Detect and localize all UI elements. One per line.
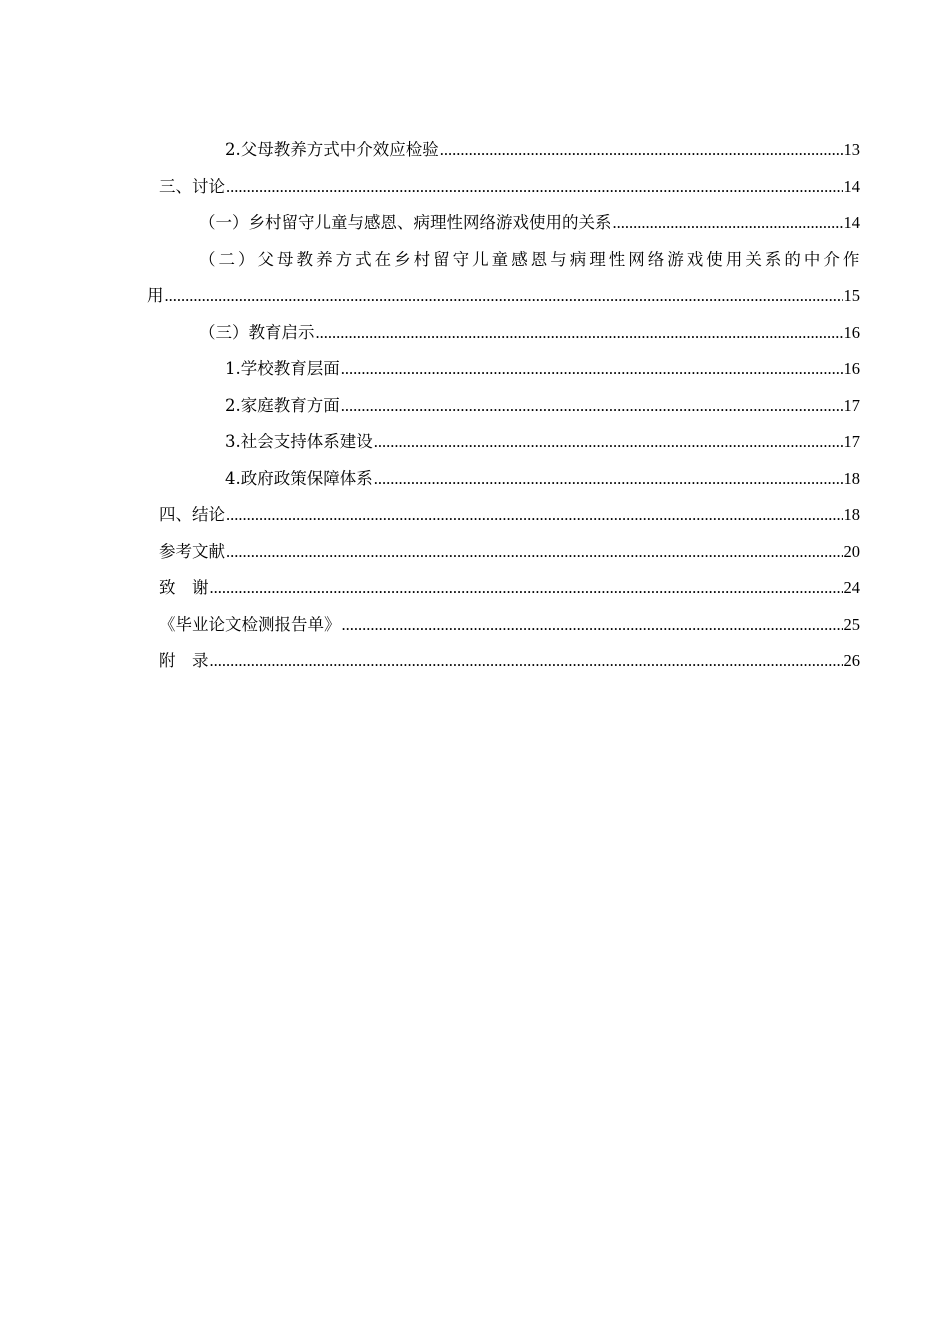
toc-page-number: 18: [843, 468, 860, 488]
toc-entry-title: 3.社会支持体系建设: [225, 432, 373, 451]
toc-leader-dots: [374, 424, 843, 461]
toc-page-number: 17: [843, 395, 860, 415]
toc-entry-title: 三、讨论: [159, 176, 225, 196]
toc-entry: [147, 534, 860, 571]
toc-entry: [147, 461, 860, 498]
toc-leader-dots: [226, 534, 843, 571]
toc-page-number: 13: [843, 140, 860, 159]
toc-leader-dots: [226, 497, 843, 534]
toc-entry-title: 4.政府政策保障体系: [225, 468, 373, 488]
toc-entry: [147, 205, 860, 242]
toc-entry-title: 《毕业论文检测报告单》: [159, 614, 341, 634]
toc-entry-title-line2: 用: [147, 286, 164, 305]
toc-leader-dots: [341, 388, 843, 425]
toc-leader-dots: [165, 278, 843, 315]
toc-entry-title: 1.学校教育层面: [225, 359, 340, 378]
toc-entry-title: 附 录: [159, 651, 209, 670]
toc-entry: [147, 643, 860, 680]
toc-entry-title: 参考文献: [159, 541, 225, 561]
toc-entry-title: （一）乡村留守儿童与感恩、病理性网络游戏使用的关系: [199, 213, 612, 232]
toc-page-number: 16: [843, 359, 860, 378]
toc-leader-dots: [316, 315, 843, 352]
toc-entry: [147, 607, 860, 644]
toc-page-number: 24: [843, 578, 860, 597]
toc-page-number: 20: [843, 541, 860, 561]
toc-leader-dots: [342, 607, 843, 644]
toc-entry: [147, 278, 860, 315]
toc-entry: [147, 388, 860, 425]
toc-entry: [147, 351, 860, 388]
toc-leader-dots: [341, 351, 843, 388]
toc-leader-dots: [210, 643, 843, 680]
toc-page-number: 26: [843, 651, 860, 670]
toc-leader-dots: [210, 570, 843, 607]
toc-entry: [147, 132, 860, 169]
toc-entry: [147, 424, 860, 461]
toc-page-number: 14: [843, 213, 860, 232]
toc-entry-title-line1: （二）父母教养方式在乡村留守儿童感恩与病理性网络游戏使用关系的中介作: [199, 249, 860, 269]
toc-entry-title: （三）教育启示: [199, 322, 315, 342]
toc-page-number: 25: [843, 614, 860, 634]
toc-leader-dots: [440, 132, 843, 169]
toc-leader-dots: [613, 205, 843, 242]
toc-entry-title: 致 谢: [159, 578, 209, 597]
toc-entry-title: 2.家庭教育方面: [225, 395, 340, 415]
toc-page-number: 17: [843, 432, 860, 451]
toc-page-number: 14: [843, 176, 860, 196]
toc-leader-dots: [226, 169, 843, 206]
toc-page-number: 16: [843, 322, 860, 342]
table-of-contents: [147, 132, 860, 680]
toc-leader-dots: [374, 461, 843, 498]
toc-entry: [147, 315, 860, 352]
toc-entry-title: 2.父母教养方式中介效应检验: [225, 140, 439, 159]
toc-entry: [147, 570, 860, 607]
toc-entry-title: 四、结论: [159, 505, 225, 524]
toc-page-number: 18: [843, 505, 860, 524]
toc-entry: [147, 169, 860, 206]
toc-entry: [147, 497, 860, 534]
toc-page-number: 15: [843, 286, 860, 305]
